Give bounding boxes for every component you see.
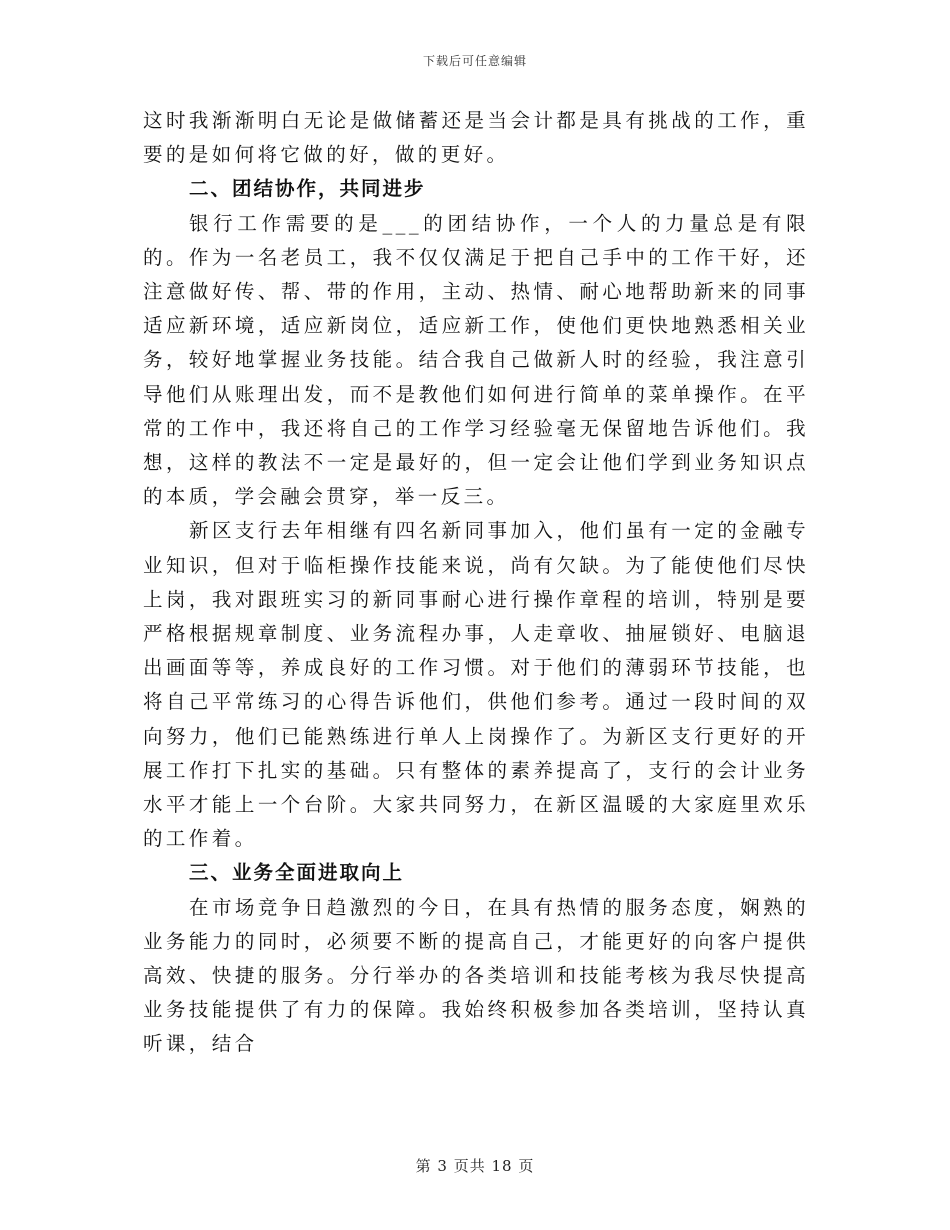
paragraph-1: 这时我渐渐明白无论是做储蓄还是当会计都是具有挑战的工作，重要的是如何将它做的好，做的更好。 xyxy=(143,109,809,167)
section-heading-3: 三、业务全面进取向上 xyxy=(189,861,405,885)
paragraph-3: 新区支行去年相继有四名新同事加入，他们虽有一定的金融专业知识，但对于临柜操作技能来说，尚有欠缺。为了能使他们尽快上岗，我对跟班实习的新同事耐心进行操作章程的培训，特别是要严格根据规章制度、业务流程办事，人走章收、抽屉锁好、电脑退出画面等等，养成良好的工作习惯。对于他们的薄弱环节技能，也将自己平常练习的心得告诉他们，供他们参考。通过一段时间的双向努力，他们已能熟练进行单人上岗操作了。为新区支行更好的开展工作打下扎实的基础。只有整体的素养提高了，支行的会计业务水平才能上一个台阶。大家共同努力，在新区温暖的大家庭里欢乐的工作着。 xyxy=(143,519,809,851)
page-footer: 第 3 页共 18 页 xyxy=(415,1157,535,1175)
paragraph-4: 在市场竞争日趋激烈的今日，在具有热情的服务态度，娴熟的业务能力的同时，必须要不断的提高自己，才能更好的向客户提供高效、快捷的服务。分行举办的各类培训和技能考核为我尽快提高业务技能提供了有力的保障。我始终积极参加各类培训，坚持认真听课，结合 xyxy=(143,895,809,1056)
page-header: 下载后可任意编辑 xyxy=(422,54,527,68)
section-heading-2: 二、团结协作，共同进步 xyxy=(189,177,426,201)
document-body xyxy=(143,104,809,1062)
paragraph-2: 银行工作需要的是___的团结协作，一个人的力量总是有限的。作为一名老员工，我不仅仅满足于把自己手中的工作干好，还注意做好传、帮、带的作用，主动、热情、耐心地帮助新来的同事适应新环境，适应新岗位，适应新工作，使他们更快地熟悉相关业务，较好地掌握业务技能。结合我自己做新人时的经验，我注意引导他们从账理出发，而不是教他们如何进行简单的菜单操作。在平常的工作中，我还将自己的工作学习经验毫无保留地告诉他们。我想，这样的教法不一定是最好的，但一定会让他们学到业务知识点的本质，学会融会贯穿，举一反三。 xyxy=(143,211,809,509)
